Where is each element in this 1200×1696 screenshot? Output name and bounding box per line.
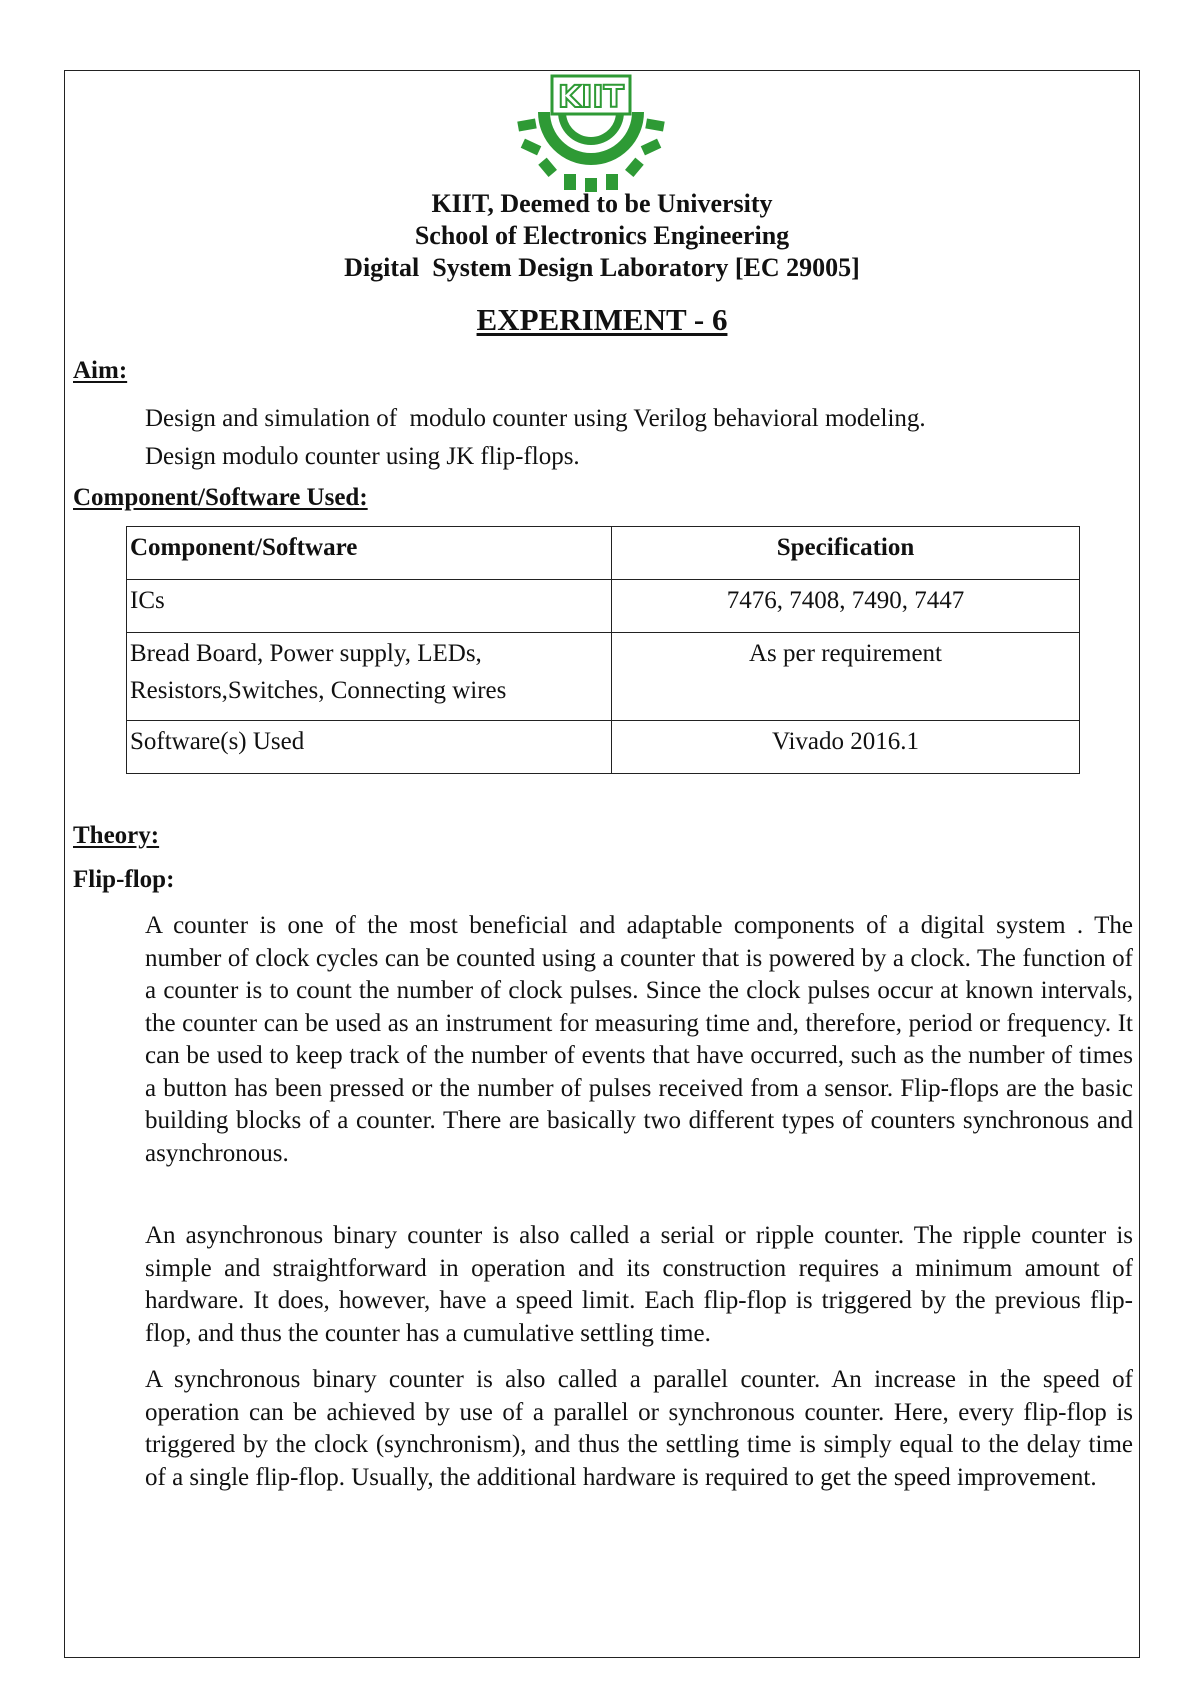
university-name: KIIT, Deemed to be University <box>431 189 773 218</box>
table-cell-spec: 7476, 7408, 7490, 7447 <box>612 580 1080 633</box>
flip-flop-heading: Flip-flop: <box>73 866 175 893</box>
aim-heading: Aim: <box>73 357 128 384</box>
document-header <box>64 188 1140 284</box>
table-row <box>127 721 1080 774</box>
aim-text <box>145 400 926 476</box>
aim-line: Design and simulation of modulo counter using Verilog behavioral modeling. <box>145 405 926 432</box>
school-name: School of Electronics Engineering <box>414 221 790 250</box>
table-row <box>127 633 1080 721</box>
theory-paragraph: A counter is one of the most beneficial and adaptable components of a digital system . The number of clock cycles can be counted using a counter that is powered by a clock. The function of a counter is to count the number of clock pulses. Since the clock pulses occur at known intervals, the counter can be used as an instrument for measuring time and, therefore, period or frequency. It can be used to keep track of the number of events that have occurred, such as the number of times a button has been pressed or the number of pulses received from a sensor. Flip-flops are the basic building blocks of a counter. There are basically two different types of counters synchronous and asynchronous. <box>145 912 1133 1167</box>
components-table <box>126 526 1080 774</box>
table-cell-item: ICs <box>127 580 612 633</box>
experiment-title: EXPERIMENT - 6 <box>476 302 728 337</box>
logo-text: KIIT <box>557 80 625 115</box>
theory-paragraph: A synchronous binary counter is also called a parallel counter. An increase in the speed of operation can be achieved by use of a parallel or synchronous counter. Here, every flip-flop is triggered by the clock (synchronism), and thus the settling time is simply equal to the delay time of a single flip-flop. Usually, the additional hardware is required to get the speed improvement. <box>145 1366 1133 1491</box>
table-header-cell: Specification <box>612 527 1080 580</box>
table-row <box>127 580 1080 633</box>
table-cell-item: Bread Board, Power supply, LEDs, Resistors,Switches, Connecting wires <box>127 633 612 721</box>
components-heading: Component/Software Used: <box>73 484 368 511</box>
table-cell-item: Software(s) Used <box>127 721 612 774</box>
theory-heading: Theory: <box>73 822 160 849</box>
kiit-logo <box>512 74 670 192</box>
aim-line: Design modulo counter using JK flip-flops. <box>145 443 580 470</box>
course-name: Digital System Design Laboratory [EC 29005] <box>344 253 860 282</box>
table-header-cell: Component/Software <box>127 527 612 580</box>
theory-paragraph: An asynchronous binary counter is also called a serial or ripple counter. The ripple counter is simple and straightforward in operation and its construction requires a minimum amount of hardware. It does, however, have a speed limit. Each flip-flop is triggered by the previous flip-flop, and thus the counter has a cumulative settling time. <box>145 1222 1133 1347</box>
table-cell-spec: As per requirement <box>612 633 1080 721</box>
table-cell-spec: Vivado 2016.1 <box>612 721 1080 774</box>
table-header-row <box>127 527 1080 580</box>
